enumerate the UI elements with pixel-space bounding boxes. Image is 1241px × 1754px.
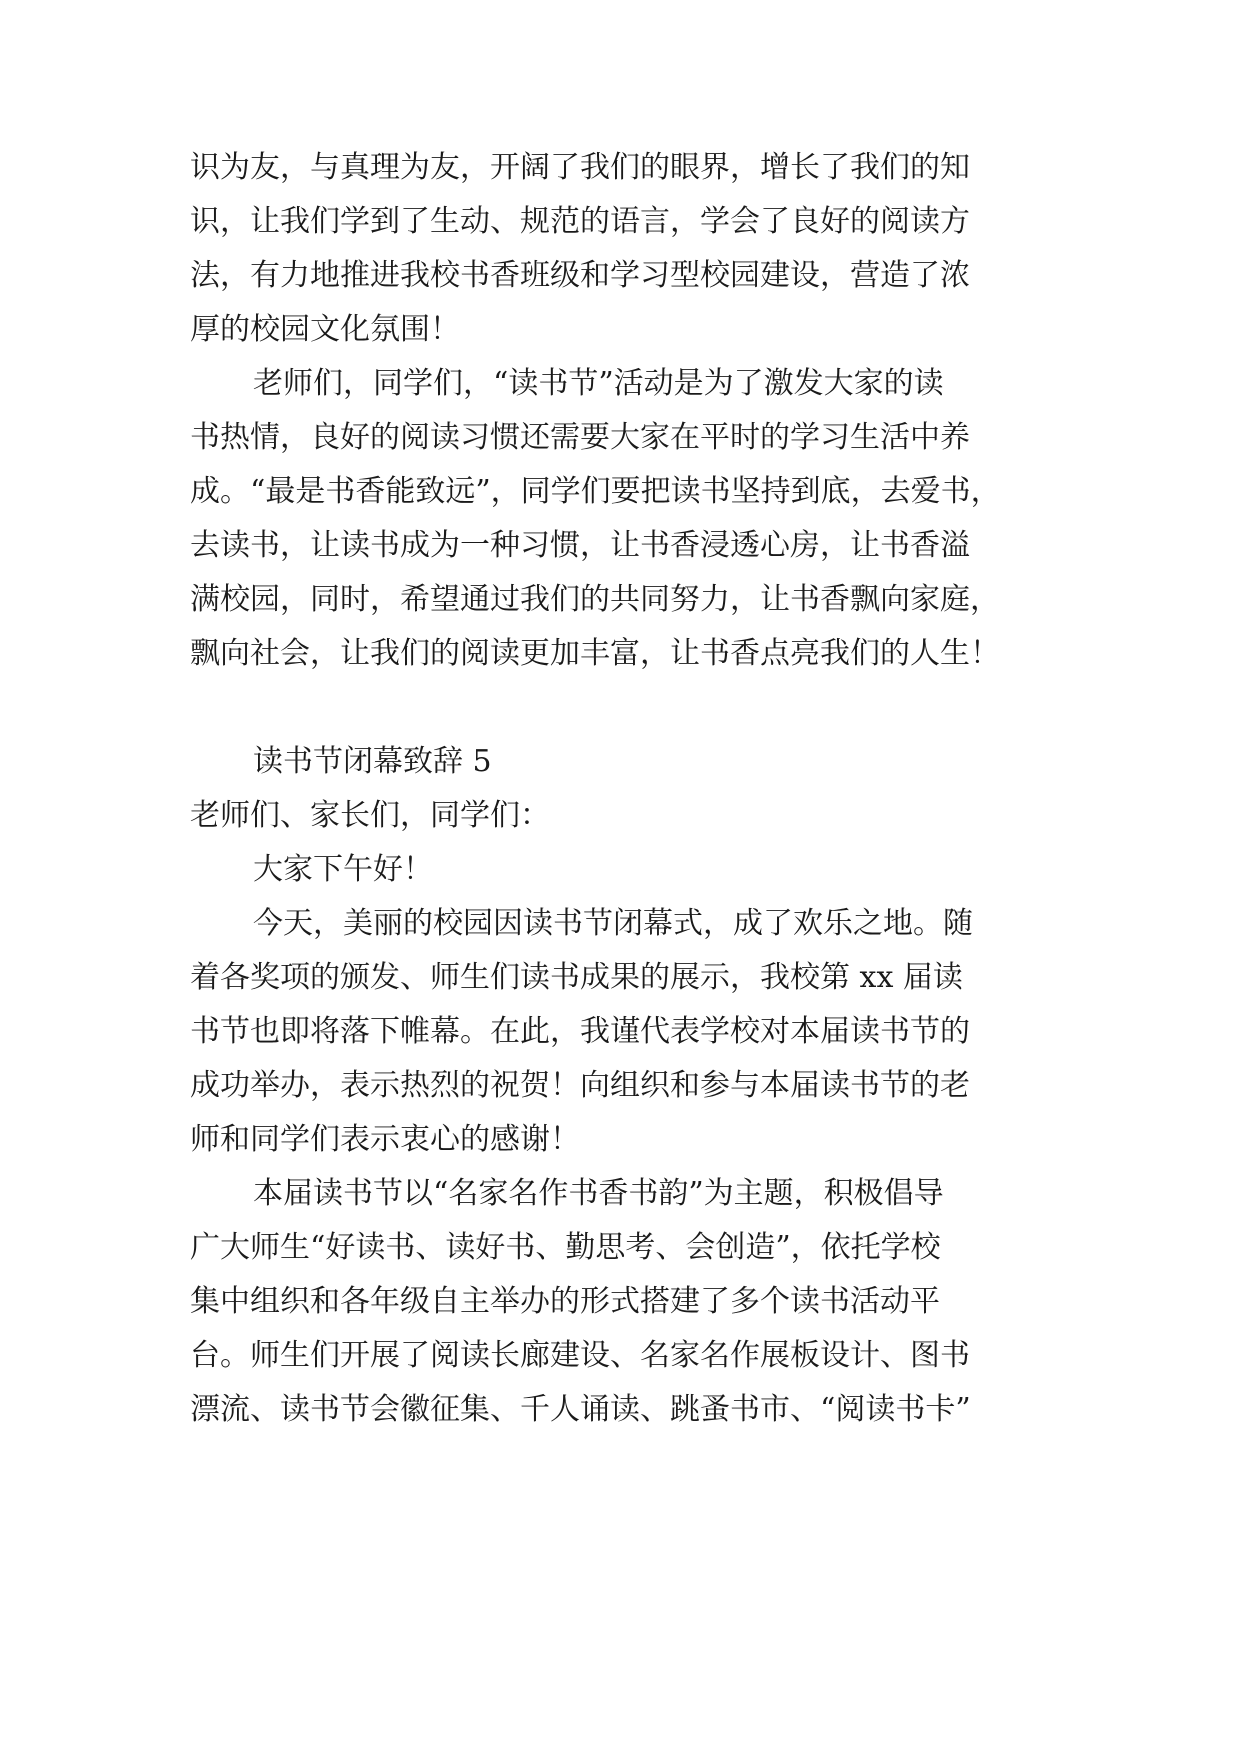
salutation: 老师们、家长们，同学们： [190, 798, 550, 833]
text-line: 识，让我们学到了生动、规范的语言，学会了良好的阅读方 [190, 204, 970, 239]
text-line: 本届读书节以“名家名作书香书韵”为主题，积极倡导 [253, 1176, 944, 1211]
text-line: 着各奖项的颁发、师生们读书成果的展示，我校第 xx 届读 [190, 960, 963, 995]
text-line: 台。师生们开展了阅读长廊建设、名家名作展板设计、图书 [190, 1338, 970, 1373]
section-title: 读书节闭幕致辞 5 [253, 744, 492, 779]
text-line: 识为友，与真理为友，开阔了我们的眼界，增长了我们的知 [190, 150, 970, 185]
text-line: 老师们，同学们，“读书节”活动是为了激发大家的读 [253, 366, 944, 401]
text-line: 法，有力地推进我校书香班级和学习型校园建设，营造了浓 [190, 258, 970, 293]
text-line: 成。“最是书香能致远”，同学们要把读书坚持到底，去爱书， [190, 474, 1001, 509]
text-line: 飘向社会，让我们的阅读更加丰富，让书香点亮我们的人生！ [190, 636, 1000, 671]
text-line: 去读书，让读书成为一种习惯，让书香浸透心房，让书香溢 [190, 528, 970, 563]
text-line: 广大师生“好读书、读好书、勤思考、会创造”，依托学校 [190, 1230, 941, 1265]
text-line: 漂流、读书节会徽征集、千人诵读、跳蚤书市、“阅读书卡” [190, 1392, 971, 1427]
text-line: 成功举办，表示热烈的祝贺！向组织和参与本届读书节的老 [190, 1068, 970, 1103]
text-line: 书节也即将落下帷幕。在此，我谨代表学校对本届读书节的 [190, 1014, 970, 1049]
text-line: 厚的校园文化氛围！ [190, 312, 460, 347]
text-line: 今天，美丽的校园因读书节闭幕式，成了欢乐之地。随 [253, 906, 973, 941]
text-line: 师和同学们表示衷心的感谢！ [190, 1122, 580, 1157]
text-line: 书热情，良好的阅读习惯还需要大家在平时的学习生活中养 [190, 420, 970, 455]
text-line: 满校园，同时，希望通过我们的共同努力，让书香飘向家庭， [190, 582, 1000, 617]
greeting: 大家下午好！ [253, 852, 433, 887]
text-line: 集中组织和各年级自主举办的形式搭建了多个读书活动平 [190, 1284, 940, 1319]
